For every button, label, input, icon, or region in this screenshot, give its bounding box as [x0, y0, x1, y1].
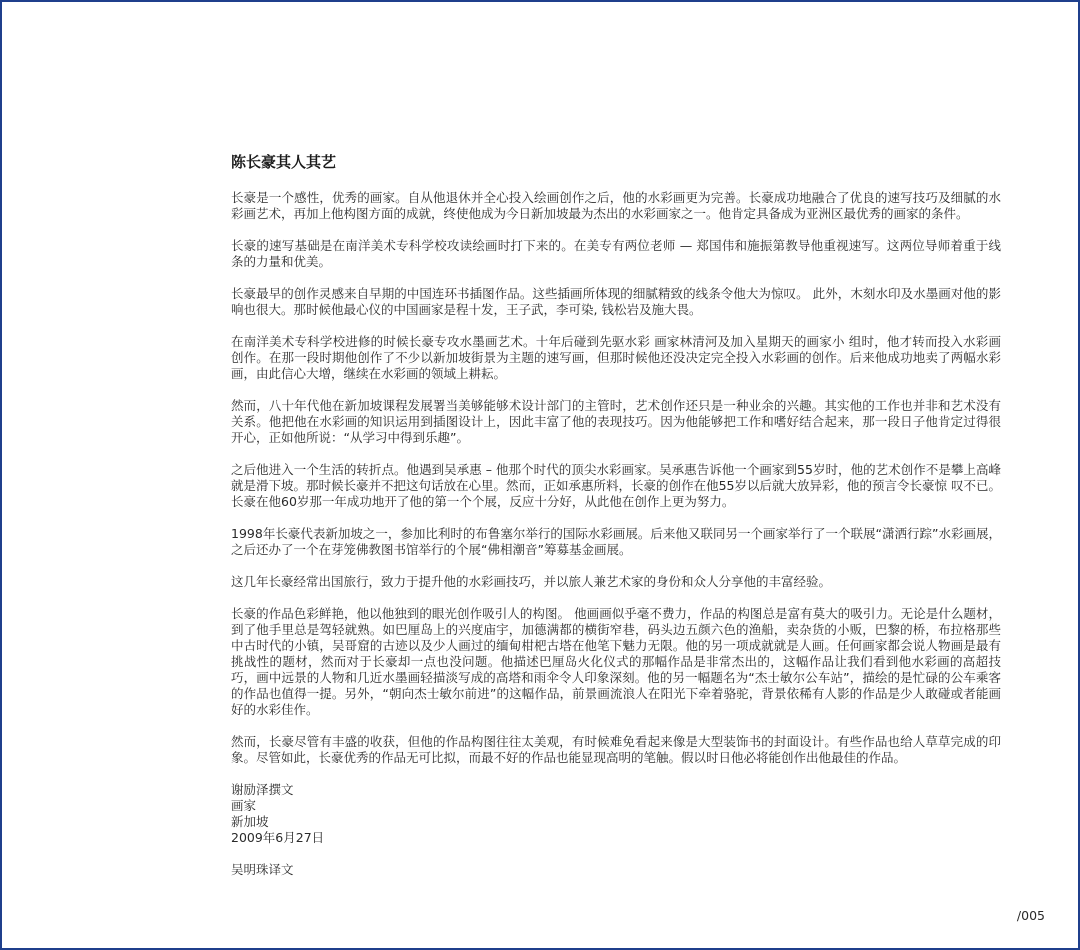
article-title: 陈长豪其人其艺: [231, 153, 337, 171]
paragraph-1: 长豪是一个感性，优秀的画家。自从他退休并全心投入绘画创作之后，他的水彩画更为完善。长豪成功地融合了优良的速写技巧及细腻的水彩画艺术，再加上他构图方面的成就，终使他成为今日新加坡最为杰出的水彩画家之一。他肯定具备成为亚洲区最优秀的画家的条件。: [231, 190, 1001, 221]
paragraph-5: 然而，八十年代他在新加坡课程发展署当美够能够术设计部门的主管时，艺术创作还只是一种业余的兴趣。其实他的工作也并非和艺术没有关系。他把他在水彩画的知识运用到插图设计上，因此丰富了他的表现技巧。因为他能够把工作和嗜好结合起来，那一段日子他肯定过得很开心，正如他所说：“从学习中得到乐趣”。: [231, 398, 1001, 445]
signature-place: 新加坡: [231, 814, 269, 829]
paragraph-4: 在南洋美术专科学校进修的时候长豪专攻水墨画艺术。十年后碰到先驱水彩 画家林清河及加入星期天的画家小 组时，他才转而投入水彩画创作。在那一段时期他创作了不少以新加坡街景为主题的速写画，但那时候他还没决定完全投入水彩画的创作。后来他成功地卖了两幅水彩画，由此信心大增，继续在水彩画的领域上耕耘。: [231, 334, 1001, 381]
paragraph-9: 长豪的作品色彩鲜艳，他以他独到的眼光创作吸引人的构图。 他画画似乎毫不费力，作品的构图总是富有莫大的吸引力。无论是什么题材，到了他手里总是驾轻就熟。如巴厘岛上的兴度庙宇，加德满都的横街窄巷，码头边五颜六色的渔船，卖杂货的小贩，巴黎的桥，布拉格那些中古时代的小镇，吴哥窟的古迹以及少人画过的缅甸柑杷古塔在他笔下魅力无限。他的另一项成就就是人画。任何画家都会说人物画是最有挑战性的题材，然而对于长豪却一点也没问题。他描述巴厘岛火化仪式的那幅作品是非常杰出的，这幅作品让我们看到他水彩画的高超技巧，画中远景的人物和几近水墨画轻描淡写成的高塔和雨伞令人印象深刻。他的另一幅题名为“杰士敏尔公车站”，描绘的是忙碌的公车乘客的作品也值得一提。另外，“朝向杰士敏尔前进”的这幅作品，前景画流浪人在阳光下牵着骆驼，背景依稀有人影的作品是少人敢碰或者能画好的水彩佳作。: [231, 606, 1001, 717]
article: [231, 152, 1001, 878]
paragraph-10: 然而，长豪尽管有丰盛的收获，但他的作品构图往往太美观，有时候难免看起来像是大型装饰书的封面设计。有些作品也给人草草完成的印象。尽管如此，长豪优秀的作品无可比拟，而最不好的作品也能显现高明的笔触。假以时日他必将能创作出他最佳的作品。: [231, 734, 1001, 765]
page-number: /005: [1016, 908, 1045, 923]
signature-role: 画家: [231, 798, 257, 813]
paragraph-3: 长豪最早的创作灵感来自早期的中国连环书插图作品。这些插画所体现的细腻精致的线条令他大为惊叹。 此外，木刻水印及水墨画对他的影响也很大。那时候他最心仪的中国画家是程十发，王子武，李可染, 钱松岩及施大畏。: [231, 286, 1001, 317]
paragraph-6: 之后他进入一个生活的转折点。他遇到吴承惠 – 他那个时代的顶尖水彩画家。吴承惠告诉他一个画家到55岁时，他的艺术创作不是攀上高峰就是滑下坡。那时候长豪并不把这句话放在心里。然而，正如承惠所料，长豪的创作在他55岁以后就大放异彩，他的预言令长豪惊 叹不已。长豪在他60岁那一年成功地开了他的第一个个展，反应十分好，从此他在创作上更为努力。: [231, 462, 1001, 509]
paragraph-2: 长豪的速写基础是在南洋美术专科学校攻读绘画时打下来的。在美专有两位老师 — 郑国伟和施振第教导他重视速写。这两位导师着重于线条的力量和优美。: [231, 238, 1001, 269]
signature-block: [231, 782, 1001, 846]
paragraph-7: 1998年长豪代表新加坡之一，参加比利时的布鲁塞尔举行的国际水彩画展。后来他又联同另一个画家举行了一个联展“潇洒行踪”水彩画展，之后还办了一个在芽笼佛教图书馆举行的个展“佛相潮音”筹募基金画展。: [231, 526, 1001, 557]
signature-author: 谢励泽撰文: [231, 782, 294, 797]
paragraph-8: 这几年长豪经常出国旅行，致力于提升他的水彩画技巧，并以旅人兼艺术家的身份和众人分享他的丰富经验。: [231, 574, 832, 589]
translator-credit: 吴明珠译文: [231, 862, 294, 877]
signature-date: 2009年6月27日: [231, 830, 325, 845]
